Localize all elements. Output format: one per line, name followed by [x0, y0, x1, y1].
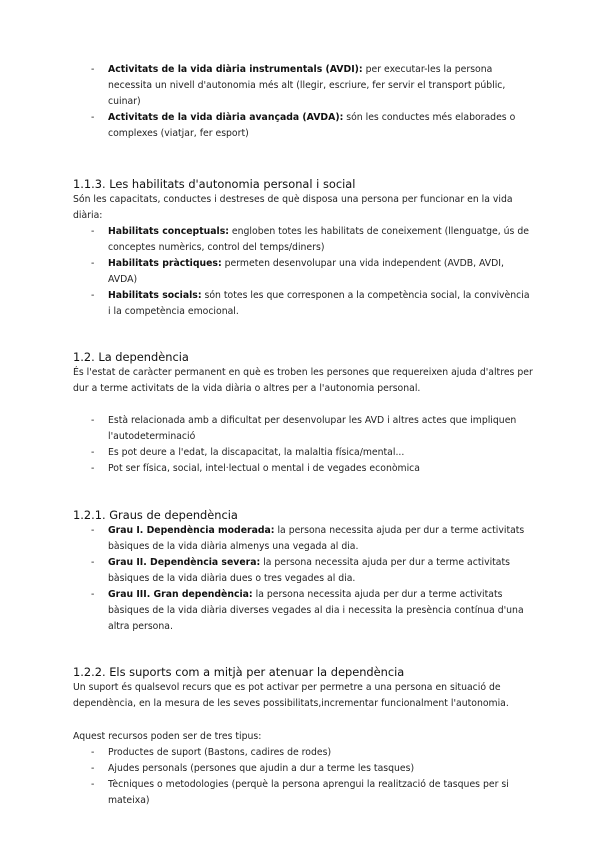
- section-heading-1-2: 1.2. La dependència: [73, 350, 189, 364]
- list-item: - Està relacionada amb a dificultat per desenvolupar les AVD i altres actes que impliquen l'autodeterminació: [91, 415, 517, 442]
- list-item: - Activitats de la vida diària instrumentals (AVDI): per executar-les la persona necessita un nivell d'autonomia més alt (llegir, escriure, fer servir el transport públic, cuinar): [91, 64, 506, 107]
- list-item: - Es pot deure a l'edat, la discapacitat, la malaltia física/mental...: [91, 447, 405, 458]
- list-item: - Ajudes personals (persones que ajudin a dur a terme les tasques): [91, 763, 415, 774]
- list-item: - Habilitats socials: són totes les que corresponen a la competència social, la convivència i la competència emocional.: [91, 290, 530, 317]
- list-item: - Grau II. Dependència severa: la persona necessita ajuda per dur a terme activitats bàsiques de la vida diària dues o tres vegades al dia.: [91, 557, 510, 584]
- supports-list: [73, 745, 533, 809]
- section-heading-1-2-1: 1.2.1. Graus de dependència: [73, 508, 238, 522]
- section-intro: Un suport és qualsevol recurs que es pot activar per permetre a una persona en situació de dependència, en la mesura de les seves possibilitats,incrementar funcionalment l'autonomia.: [73, 682, 509, 709]
- section-intro: Són les capacitats, conductes i destreses de què disposa una persona per funcionar en la vida diària:: [73, 194, 513, 221]
- avd-list: [73, 62, 533, 142]
- list-item: - Grau III. Gran dependència: la persona necessita ajuda per dur a terme activitats bàsiques de la vida diària diverses vegades al dia i necessita la presència contínua d'una altra persona.: [91, 589, 524, 632]
- section-heading-1-1-3: 1.1.3. Les habilitats d'autonomia personal i social: [73, 177, 356, 191]
- list-item: - Grau I. Dependència moderada: la persona necessita ajuda per dur a terme activitats bàsiques de la vida diària almenys una vegada al dia.: [91, 525, 525, 552]
- types-intro: Aquest recursos poden ser de tres tipus:: [73, 731, 262, 742]
- section-heading-1-2-2: 1.2.2. Els suports com a mitjà per atenuar la dependència: [73, 665, 405, 679]
- list-item: - Habilitats pràctiques: permeten desenvolupar una vida independent (AVDB, AVDI, AVDA): [91, 258, 505, 285]
- list-item: - Habilitats conceptuals: engloben totes les habilitats de coneixement (llenguatge, ús de conceptes numèrics, control del temps/diners): [91, 226, 529, 253]
- grades-list: [73, 523, 533, 635]
- list-item: - Pot ser física, social, intel·lectual o mental i de vegades econòmica: [91, 463, 420, 474]
- section-intro: És l'estat de caràcter permanent en què es troben les persones que requereixen ajuda d'altres per dur a terme activitats de la vida diària o altres per a l'autonomia personal.: [73, 367, 533, 394]
- skills-list: [73, 224, 533, 320]
- list-item: - Productes de suport (Bastons, cadires de rodes): [91, 747, 332, 758]
- document-page: [73, 62, 533, 809]
- list-item: - Activitats de la vida diària avançada (AVDA): són les conductes més elaborades o complexes (viatjar, fer esport): [91, 112, 516, 139]
- list-item: - Tècniques o metodologies (perquè la persona aprengui la realització de tasques per si mateixa): [91, 779, 509, 806]
- dependency-list: [73, 413, 533, 477]
